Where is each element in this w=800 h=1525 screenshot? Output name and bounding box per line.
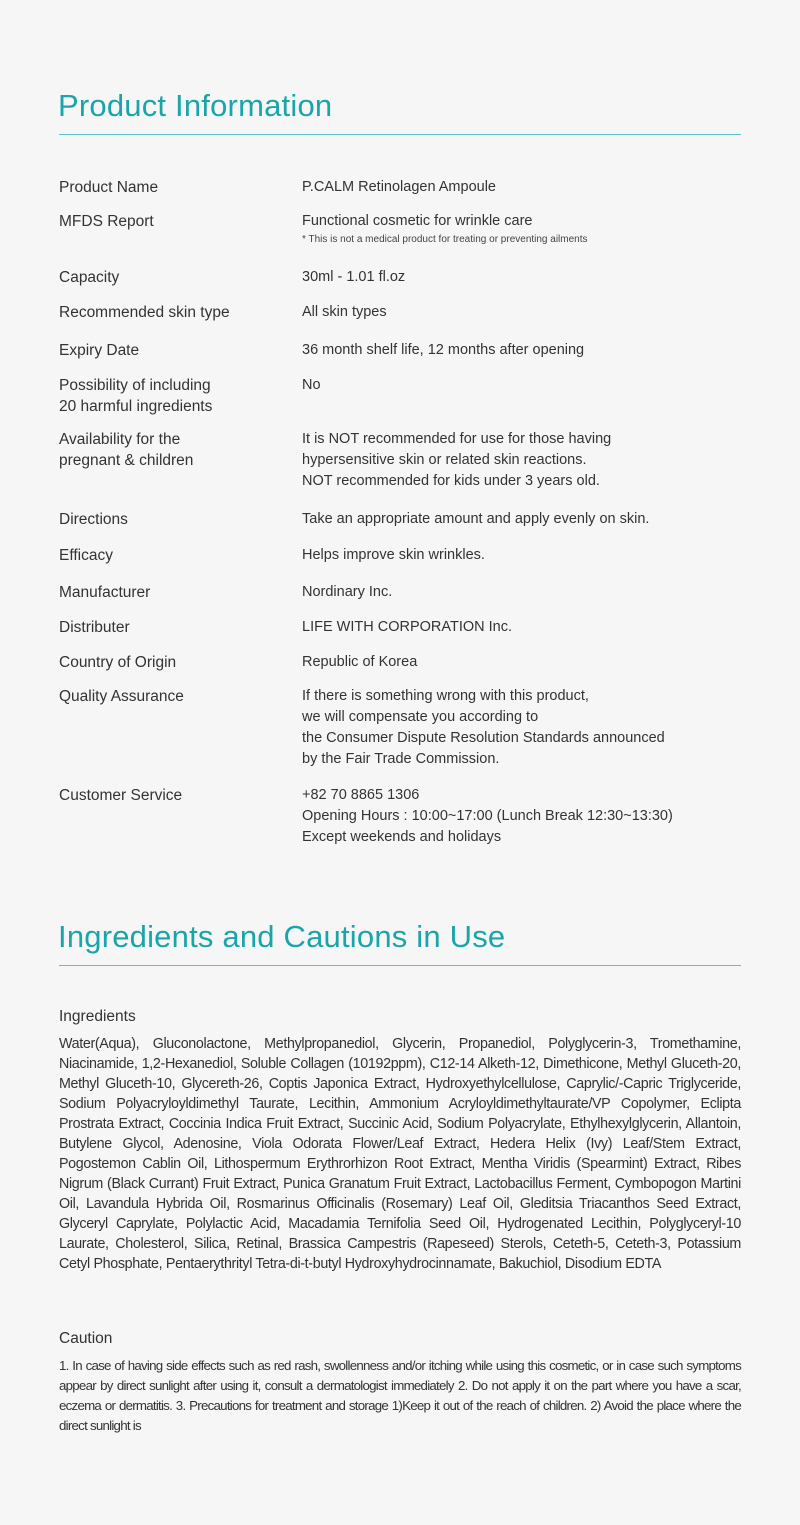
ingredients-list: Water(Aqua), Gluconolactone, Methylpropanediol, Glycerin, Propanediol, Polyglycerin-3, Tromethamine, Niacinamide, 1,2-Hexanediol, Soluble Collagen (10192ppm), C12-14 Alketh-12, Dimethicone, Methyl Gluceth-20, Methyl Gluceth-10, Glycereth-26, Coptis Japonica Extract, Hydroxyethylcellulose, Caprylic/-Capric Triglyceride, Sodium Polyacryloyldimethyl Taurate, Lecithin, Ammonium Acryloyldimethyltaurate/VP Copolymer, Eclipta Prostrata Extract, Coccinia Indica Fruit Extract, Succinic Acid, Sodium Polyacrylate, Ethylhexylglycerin, Allantoin, Butylene Glycol, Adenosine, Viola Odorata Flower/Leaf Extract, Hedera Helix (Ivy) Leaf/Stem Extract, Pogostemon Cablin Oil, Lithospermum Erythrorhizon Root Extract, Mentha Viridis (Spearmint) Extract, Ribes Nigrum (Black Currant) Fruit Extract, Punica Granatum Fruit Extract, Lactobacillus Ferment, Cymbopogon Martini Oil, Lavandula Hybrida Oil, Rosmarinus Officinalis (Rosemary) Leaf Oil, Gleditsia Triacanthos Seed Extract, Glyceryl Caprylate, Polylactic Acid, Macadamia Ternifolia Seed Oil, Hydrogenated Lecithin, Polyglyceryl-10 Laurate, Cholesterol, Silica, Retinal, Brassica Campestris (Rapeseed) Sterols, Ceteth-5, Ceteth-3, Potassium Cetyl Phosphate, Pentaerythrityl Tetra-di-t-butyl Hydroxyhydrocinnamate, Bakuchiol, Disodium EDTA — [59, 1036, 741, 1272]
info-row-value — [302, 582, 752, 603]
info-row-label-line: Country of Origin — [59, 654, 177, 671]
info-row-value-line: If there is something wrong with this product, — [302, 688, 589, 704]
ingredients-heading: Ingredients — [59, 1008, 136, 1025]
info-row-label — [59, 617, 289, 638]
info-row-value — [302, 375, 752, 396]
info-row-label — [59, 582, 289, 603]
info-row-label-line: Recommended skin type — [59, 304, 230, 321]
info-row-value-line: Republic of Korea — [302, 654, 418, 670]
info-row-label — [59, 429, 289, 471]
info-row-value-line: Helps improve skin wrinkles. — [302, 547, 485, 563]
ingredients-cautions-divider — [59, 965, 741, 966]
info-row-value-line: Functional cosmetic for wrinkle care — [302, 213, 533, 229]
info-row-label-line: Quality Assurance — [59, 688, 184, 705]
info-row-label-line: Customer Service — [59, 787, 183, 804]
product-information-divider — [59, 134, 741, 135]
info-row-value — [302, 509, 752, 530]
info-row-value-line: we will compensate you according to — [302, 709, 539, 725]
info-row-label — [59, 177, 289, 198]
info-row-label-line: Distributer — [59, 619, 130, 636]
info-row-label-line: Efficacy — [59, 547, 113, 564]
caution-heading: Caution — [59, 1330, 113, 1347]
info-row-label — [59, 340, 289, 361]
info-row-value-line: 30ml - 1.01 fl.oz — [302, 269, 406, 285]
info-row-value-line: 36 month shelf life, 12 months after opening — [302, 342, 585, 358]
info-row-label-line: 20 harmful ingredients — [59, 398, 213, 415]
info-row-label — [59, 686, 289, 707]
info-row-label — [59, 652, 289, 673]
info-row-label-line: Capacity — [59, 269, 120, 286]
info-row-label — [59, 509, 289, 530]
info-row-value — [302, 429, 752, 492]
info-row-note: * This is not a medical product for treating or preventing ailments — [302, 234, 588, 245]
info-row-value — [302, 686, 752, 770]
caution-text: 1. In case of having side effects such as red rash, swollenness and/or itching while using this cosmetic, or in case such symptoms appear by direct sunlight after using it, consult a dermatologist immediately 2. Do not apply it on the part where you have a scar, eczema or dermatitis. 3. Precautions for treatment and storage 1)Keep it out of the reach of children. 2) Avoid the place where the direct sunlight is — [59, 1358, 741, 1433]
info-row-value-line: the Consumer Dispute Resolution Standards announced — [302, 730, 665, 746]
info-row-label-line: Directions — [59, 511, 128, 528]
info-row-label — [59, 302, 289, 323]
info-row-label — [59, 545, 289, 566]
info-row-label-line: Possibility of including — [59, 377, 211, 394]
info-row-label — [59, 211, 289, 232]
info-row-value-line: P.CALM Retinolagen Ampoule — [302, 179, 496, 195]
info-row-value — [302, 785, 752, 848]
info-row-value — [302, 302, 752, 323]
info-row-label-line: Product Name — [59, 179, 159, 196]
info-row-value-line: It is NOT recommended for use for those having — [302, 431, 612, 447]
info-row-value-line: LIFE WITH CORPORATION Inc. — [302, 619, 512, 635]
info-row-value — [302, 617, 752, 638]
info-row-value-line: Nordinary Inc. — [302, 584, 393, 600]
info-row-value — [302, 545, 752, 566]
info-row-value-line: hypersensitive skin or related skin reactions. — [302, 452, 587, 468]
info-row-label — [59, 267, 289, 288]
info-row-label-line: Expiry Date — [59, 342, 140, 359]
info-row-value-line: Take an appropriate amount and apply evenly on skin. — [302, 511, 650, 527]
ingredients-cautions-title: Ingredients and Cautions in Use — [58, 919, 506, 954]
product-information-title: Product Information — [58, 88, 333, 123]
info-row-value-line: Except weekends and holidays — [302, 829, 502, 845]
info-row-value-line: No — [302, 377, 321, 393]
info-row-value — [302, 340, 752, 361]
info-row-value-line: Opening Hours : 10:00~17:00 (Lunch Break 12:30~13:30) — [302, 808, 673, 824]
info-row-value — [302, 267, 752, 288]
info-row-value — [302, 211, 752, 246]
info-row-value — [302, 652, 752, 673]
info-row-value-line: by the Fair Trade Commission. — [302, 751, 500, 767]
info-row-label — [59, 785, 289, 806]
info-row-label-line: pregnant & children — [59, 452, 194, 469]
info-row-label-line: Manufacturer — [59, 584, 151, 601]
info-row-value-line: All skin types — [302, 304, 387, 320]
info-row-label-line: MFDS Report — [59, 213, 154, 230]
info-row-value — [302, 177, 752, 198]
info-row-value-line: +82 70 8865 1306 — [302, 787, 420, 803]
info-row-value-line: NOT recommended for kids under 3 years old. — [302, 473, 600, 489]
info-row-label-line: Availability for the — [59, 431, 181, 448]
info-row-label — [59, 375, 289, 417]
